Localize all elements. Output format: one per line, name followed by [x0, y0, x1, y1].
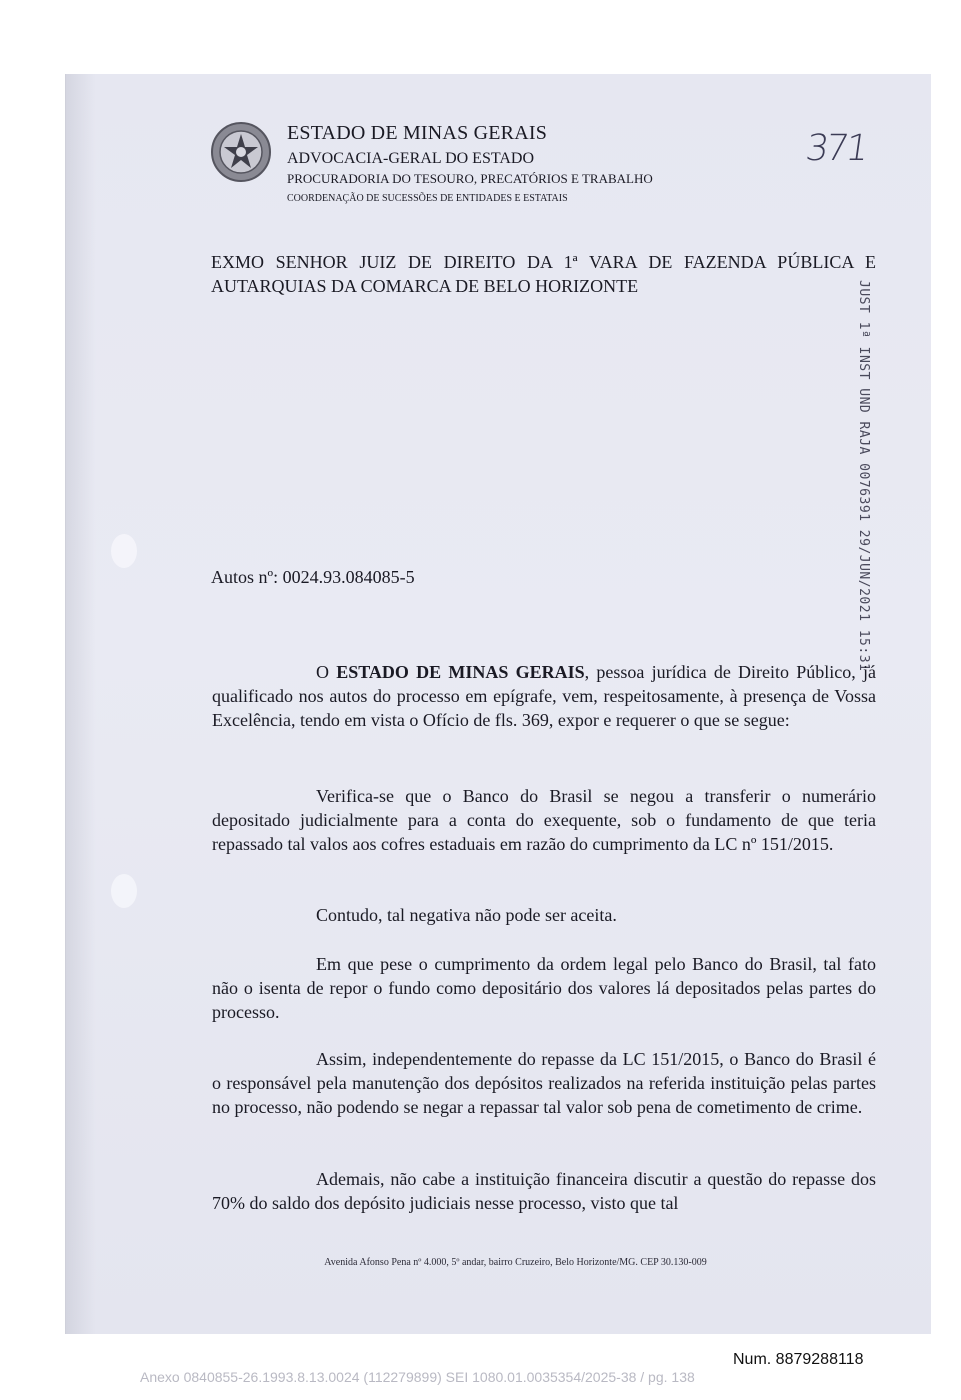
paragraph-5: Assim, independentemente do repasse da LC 151/2015, o Banco do Brasil é o responsável pela manutenção dos depósitos realizados na referida instituição pelas partes no processo, não podendo se negar a repassar tal valor sob pena de cometimento de crime.	[212, 1049, 876, 1117]
addressee: EXMO SENHOR JUIZ DE DIREITO DA 1ª VARA DE FAZENDA PÚBLICA E AUTARQUIAS DA COMARCA DE BELO HORIZONTE	[211, 252, 876, 296]
punch-hole	[111, 534, 137, 568]
handwritten-page-number: 371	[803, 128, 869, 169]
annex-reference: Anexo 0840855-26.1993.8.13.0024 (112279899) SEI 1080.01.0035354/2025-38 / pg. 138	[140, 1369, 695, 1385]
paragraph-3: Contudo, tal negativa não pode ser aceita.	[316, 905, 617, 925]
protocol-stamp: JUST 1ª INST UND RAJA 0076391 29/JUN/2021 15:31	[856, 280, 871, 672]
paragraph-intro-rest: , pessoa jurídica de Direito Público, já qualificado nos autos do processo em epígrafe, vem, respeitosamente, à presença de Vossa Excelência, tendo em vista o Ofício de fls. 369, expor e requerer o que se segue:	[212, 662, 876, 730]
footer-address: Avenida Afonso Pena nº 4.000, 5º andar, bairro Cruzeiro, Belo Horizonte/MG. CEP 30.130-009	[324, 1257, 707, 1268]
paragraph-6: Ademais, não cabe a instituição financeira discutir a questão do repasse dos 70% do saldo dos depósito judiciais nesse processo, visto que tal	[212, 1169, 876, 1213]
header-department: PROCURADORIA DO TESOURO, PRECATÓRIOS E TRABALHO	[287, 171, 653, 186]
party-name: ESTADO DE MINAS GERAIS	[336, 662, 585, 682]
document-number: Num. 8879288118	[733, 1351, 864, 1368]
paragraph-intro-prefix: O	[316, 662, 337, 682]
scan-edge-shadow	[66, 74, 96, 1334]
punch-hole	[111, 874, 137, 908]
header-state: ESTADO DE MINAS GERAIS	[287, 122, 548, 144]
header-agency: ADVOCACIA-GERAL DO ESTADO	[287, 150, 534, 167]
case-number: Autos nº: 0024.93.084085-5	[211, 567, 415, 587]
coat-of-arms-icon	[209, 120, 273, 184]
paragraph-4: Em que pese o cumprimento da ordem legal pelo Banco do Brasil, tal fato não o isenta de repor o fundo como depositário dos valores lá depositados pelas partes do processo.	[212, 954, 876, 1022]
header-coordination: COORDENAÇÃO DE SUCESSÕES DE ENTIDADES E ESTATAIS	[287, 193, 568, 204]
paragraph-2: Verifica-se que o Banco do Brasil se negou a transferir o numerário depositado judicialmente para a conta do exequente, sob o fundamento de que teria repassado tal valos aos cofres estaduais em razão do cumprimento da LC nº 151/2015.	[212, 786, 876, 854]
paragraph-intro	[212, 660, 876, 732]
